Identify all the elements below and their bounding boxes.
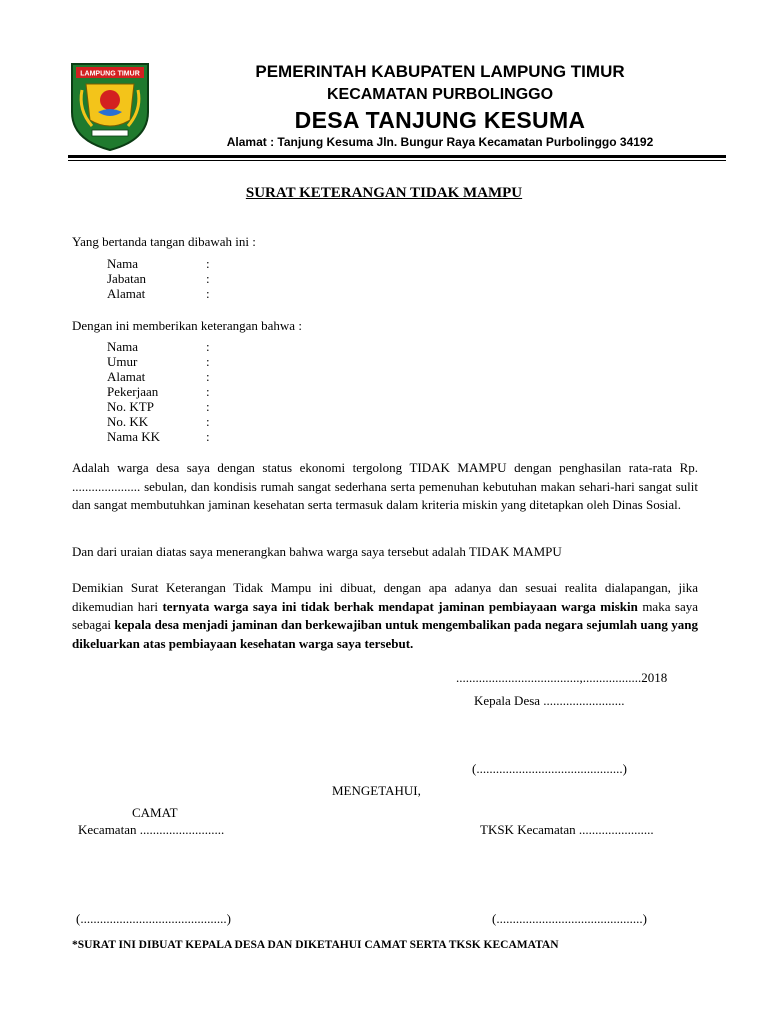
paragraph-closing xyxy=(72,579,698,653)
field-colon: : xyxy=(206,429,210,444)
subject-intro: Dengan ini memberikan keterangan bahwa : xyxy=(72,318,302,333)
closing-bold-2: kepala desa menjadi jaminan dan berkewajiban untuk mengembalikan pada negara sejumlah uang yang dikeluarkan atas pembiayaan kesehatan warga saya tersebut. xyxy=(72,617,698,651)
paragraph-conclusion: Dan dari uraian diatas saya menerangkan bahwa warga saya tersebut adalah TIDAK MAMPU xyxy=(72,544,562,559)
subject-field-label: Umur xyxy=(107,354,138,369)
field-colon: : xyxy=(206,399,210,414)
logo-label: LAMPUNG TIMUR xyxy=(80,70,140,78)
kepala-desa-title: Kepala Desa ......................... xyxy=(474,693,625,708)
closing-text-2: maka saya sebagai xyxy=(72,598,698,632)
tksk-signature: (.............................................) xyxy=(492,911,647,926)
paragraph-status: Adalah warga desa saya dengan status ekonomi tergolong TIDAK MAMPU dengan penghasilan rata-rata Rp. ..................... sebulan, dan kondisis rumah sangat sederhana serta pemenuhan kebutuhan makan sehari-hari sangat sulit dan sangat membutuhkan jaminan kesehatan serta termasuk dalam kriteria miskin yang ditetapkan oleh Dinas Sosial. xyxy=(72,460,698,512)
letterhead-rule-thin xyxy=(68,160,726,161)
field-colon: : xyxy=(206,339,210,354)
camat-title: CAMAT xyxy=(132,805,178,820)
field-colon: : xyxy=(206,286,210,301)
letterhead-line1: PEMERINTAH KABUPATEN LAMPUNG TIMUR xyxy=(255,62,625,81)
signer-field-label: Alamat xyxy=(107,286,146,301)
subject-field-label: Nama xyxy=(107,339,139,354)
footnote: *SURAT INI DIBUAT KEPALA DESA DAN DIKETAHUI CAMAT SERTA TKSK KECAMATAN xyxy=(72,939,559,951)
closing-text-1: Demikian Surat Keterangan Tidak Mampu ini dibuat, dengan apa adanya dan sesuai realita dialapangan, jika dikemudian hari xyxy=(72,580,698,614)
closing-bold-1: ternyata warga saya ini tidak berhak mendapat jaminan pembiayaan warga miskin xyxy=(162,598,638,614)
field-colon: : xyxy=(206,256,210,271)
field-colon: : xyxy=(206,354,210,369)
field-colon: : xyxy=(206,414,210,429)
subject-field-label: Nama KK xyxy=(107,429,161,444)
letterhead-address: Alamat : Tanjung Kesuma Jln. Bungur Raya Kecamatan Purbolinggo 34192 xyxy=(226,135,654,149)
camat-kecamatan: Kecamatan .......................... xyxy=(78,822,225,837)
subject-field-label: Alamat xyxy=(107,369,146,384)
kepala-desa-signature: (.............................................) xyxy=(472,761,627,776)
field-colon: : xyxy=(206,384,210,399)
date-line: ......................................,..................2018 xyxy=(456,670,668,685)
signer-field-label: Jabatan xyxy=(107,271,146,286)
letterhead-line3: DESA TANJUNG KESUMA xyxy=(294,107,586,133)
letterhead-rule-thick xyxy=(68,155,726,158)
field-colon: : xyxy=(206,271,210,286)
subject-field-label: No. KTP xyxy=(107,399,154,414)
signer-intro: Yang bertanda tangan dibawah ini : xyxy=(72,234,256,249)
subject-field-label: Pekerjaan xyxy=(107,384,159,399)
letterhead-line2: KECAMATAN PURBOLINGGO xyxy=(326,86,554,103)
mengetahui-heading: MENGETAHUI, xyxy=(332,783,421,798)
document-title: SURAT KETERANGAN TIDAK MAMPU xyxy=(245,185,523,201)
field-colon: : xyxy=(206,369,210,384)
subject-field-label: No. KK xyxy=(107,414,149,429)
lampung-timur-emblem-icon xyxy=(68,60,152,152)
signer-field-label: Nama xyxy=(107,256,139,271)
camat-signature: (.............................................) xyxy=(76,911,231,926)
tksk-kecamatan: TKSK Kecamatan ....................... xyxy=(480,822,654,837)
